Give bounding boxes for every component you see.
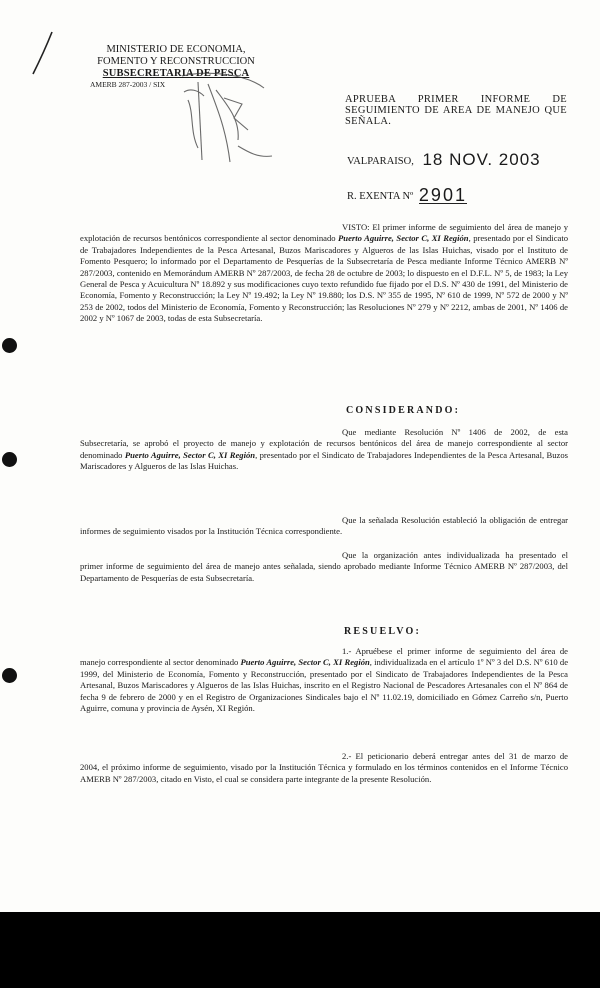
visto-lead: VISTO:	[342, 222, 370, 232]
sector-name: Puerto Aguirre, Sector C, XI Región	[240, 657, 370, 668]
subsecretaria-name: SUBSECRETARIA DE PESCA	[102, 68, 250, 79]
considerando-paragraph-1: Que mediante Resolución Nº 1406 de 2002, de esta Subsecretaría, se aprobó el proyecto de manejo y explotación de recursos bentónicos del área de manejo correspondiente al sector denominado Puerto Aguirre, Sector C, XI Región, presentado por el Sindicato de Trabajadores Independientes de la Pesca Artesanal, Buzos Mariscadores y Algueros de las Islas Huichas.	[80, 427, 569, 472]
resuelvo-item-1: 1.- Apruébese el primer informe de seguimiento del área de manejo correspondiente al sector denominado Puerto Aguirre, Sector C, XI Región, individualizada en el artículo 1º Nº 3 del D.S. Nº 610 de 1999, del Ministerio de Economía, Fomento y Reconstrucción, presentado por el Sindicato de Trabajadores Independientes de la Pesca Artesanal, Buzos Mariscadores y Algueros de las Islas Huichas, inscrito en el Registro Nacional de Pescadores Artesanales con el Nº 864 de fecha 9 de febrero de 2000 y en el Registro de Organizaciones Sindicales bajo el Nº 11.02.19, domiciliado en Gómez Carreño s/n, Puerto Aguirre, comuna y provincia de Aysén, XI Región.	[80, 646, 569, 714]
pen-stroke-mark	[30, 30, 56, 78]
sector-name: Puerto Aguirre, Sector C, XI Región	[338, 233, 469, 244]
resuelvo-heading: RESUELVO:	[344, 626, 422, 637]
reference-code: AMERB 287-2003 / SIX	[90, 80, 166, 89]
resolution-number: 2901	[418, 185, 467, 205]
ministry-name-line2: FOMENTO Y RECONSTRUCCION	[97, 56, 255, 67]
scan-bottom-border	[0, 912, 600, 988]
punch-hole-top	[2, 338, 17, 353]
visto-paragraph: VISTO: El primer informe de seguimiento del área de manejo y explotación de recursos bentónicos correspondiente al sector denominado Puerto Aguirre, Sector C, XI Región, presentado por el Sindicato de Trabajadores Independientes de la Pesca Artesanal, Buzos Mariscadores y Algueros de las Islas Huichas, visado por el Instituto de Fomento Pesquero; lo informado por el Departamento de Pesquerías de la Subsecretaría de Pesca mediante Informe Técnico AMERB Nº 287/2003, contenido en Memorándum AMERB Nº 287/2003, de fecha 28 de octubre de 2003; lo dispuesto en el D.F.L. Nº 5, de 1983; la Ley General de Pesca y Acuicultura Nº 18.892 y sus modificaciones cuyo texto refundido fue fijado por el D.S. Nº 430 de 1991, del Ministerio de Economía, Fomento y Reconstrucción; la Ley Nº 19.492; la Ley Nº 19.880; los D.S. Nº 355 de 1995, Nº 610 de 1999, Nº 572 de 2000 y Nº 253 de 2002, todos del Ministerio de Economía, Fomento y Reconstrucción; las Resoluciones Nº 279 y Nº 2212, ambas de 2001, Nº 1406 de 2002 y Nº 1067 de 2003, todas de esta Subsecretaría.	[80, 222, 569, 324]
resolution-number-line	[347, 187, 467, 204]
considerando-heading: CONSIDERANDO:	[346, 405, 461, 416]
sector-name: Puerto Aguirre, Sector C, XI Región	[124, 449, 256, 460]
ministry-name: MINISTERIO DE ECONOMIA,	[106, 44, 246, 55]
ink-stamp-seal	[168, 70, 278, 170]
resolution-label: R. EXENTA Nº	[347, 191, 414, 202]
resolution-subject: APRUEBA PRIMER INFORME DE SEGUIMIENTO DE AREA DE MANEJO QUE SEÑALA.	[345, 94, 567, 127]
stamped-date: 18 NOV. 2003	[422, 150, 541, 169]
date-line	[347, 150, 541, 170]
resuelvo-item-2: 2.- El peticionario deberá entregar antes del 31 de marzo de 2004, el próximo informe de seguimiento, visado por la Institución Técnica y formulado en los términos contenidos en el Informe Técnico AMERB Nº 287/2003, citado en Visto, el cual se considera parte integrante de la presente Resolución.	[80, 751, 568, 784]
considerando-paragraph-2: Que la señalada Resolución estableció la obligación de entregar informes de seguimiento visados por la Institución Técnica correspondiente.	[80, 515, 568, 537]
punch-hole-middle	[2, 452, 17, 467]
punch-hole-bottom	[2, 668, 17, 683]
city-label: VALPARAISO,	[347, 156, 414, 167]
considerando-paragraph-3: Que la organización antes individualizada ha presentado el primer informe de seguimiento del área de manejo antes señalada, siendo aprobado mediante Informe Técnico AMERB Nº 287/2003, del Departamento de Pesquerías de esta Subsecretaría.	[80, 550, 568, 583]
